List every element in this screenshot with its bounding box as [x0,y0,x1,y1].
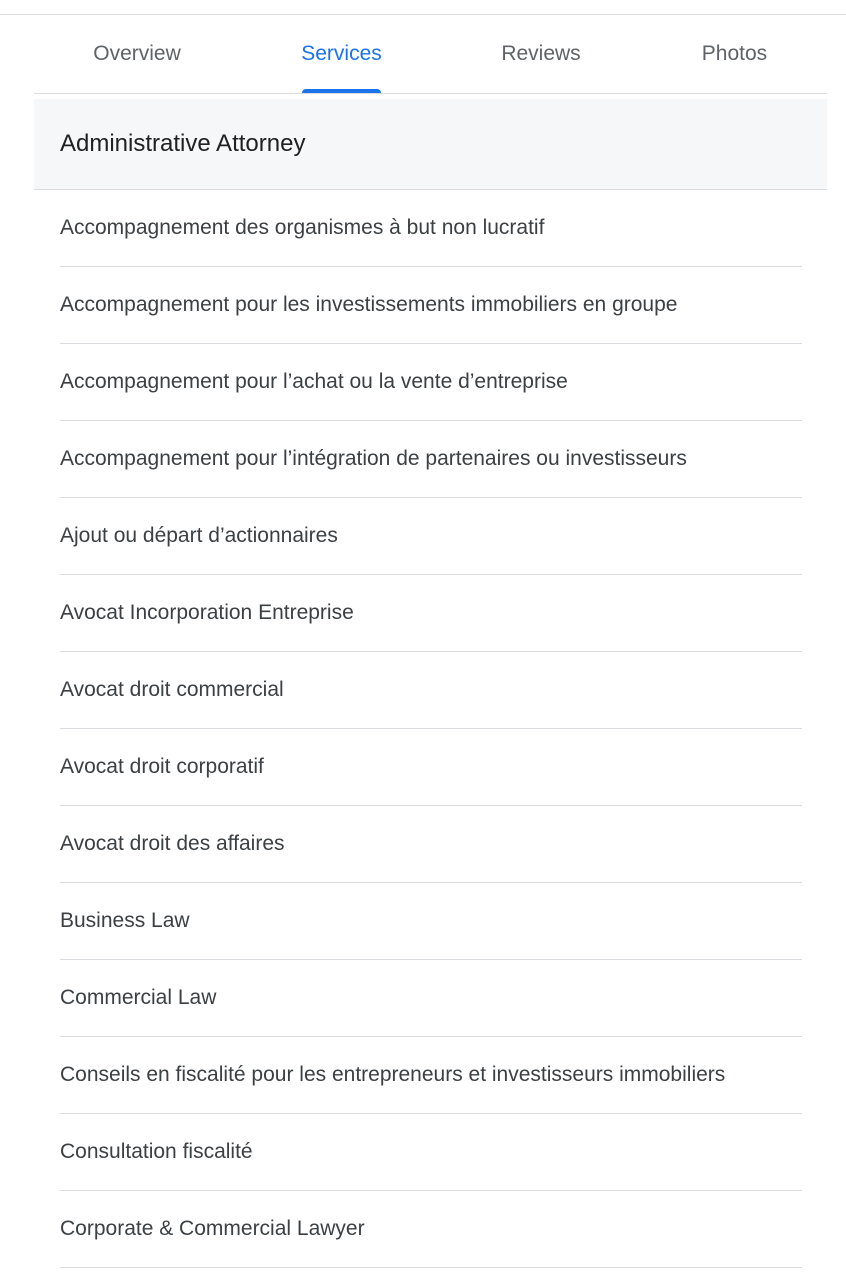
tab-services[interactable] [302,15,381,93]
service-item: Ajout ou départ d’actionnaires [60,498,802,575]
service-item: Consultation fiscalité [60,1114,802,1191]
tab-overview[interactable] [78,15,196,93]
service-item: Accompagnement pour l’intégration de partenaires ou investisseurs [60,421,802,498]
service-item: Corporate & Commercial Lawyer [60,1191,802,1268]
service-item: Accompagnement pour les investissements immobiliers en groupe [60,267,802,344]
tab-reviews-label: Reviews [501,42,581,65]
service-item: Accompagnement des organismes à but non lucratif [60,190,802,267]
service-item: Avocat droit commercial [60,652,802,729]
tab-overview-label: Overview [93,42,181,65]
service-item: Avocat droit corporatif [60,729,802,806]
service-item: Avocat droit des affaires [60,806,802,883]
tab-reviews[interactable] [493,15,589,93]
service-category-title: Administrative Attorney [60,130,306,157]
tab-services-label: Services [301,42,382,65]
tab-photos[interactable] [692,15,777,93]
service-item: Conseils en fiscalité pour les entrepreneurs et investisseurs immobiliers [60,1037,802,1114]
service-item: Avocat Incorporation Entreprise [60,575,802,652]
tab-photos-label: Photos [701,42,768,65]
service-item: Accompagnement pour l’achat ou la vente d’entreprise [60,344,802,421]
active-tab-indicator [302,89,381,93]
service-item: Business Law [60,883,802,960]
service-list [60,190,802,1268]
service-item: Commercial Law [60,960,802,1037]
tab-bar [34,15,827,94]
service-category-header [34,99,827,190]
